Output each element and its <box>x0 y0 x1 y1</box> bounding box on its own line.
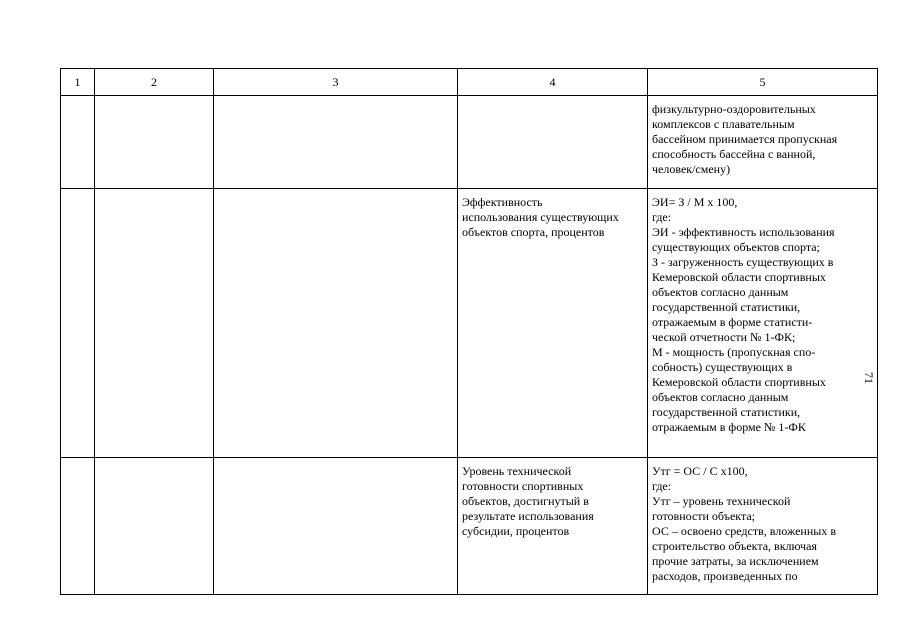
column-header-2: 2 <box>95 69 214 96</box>
text-line: ЭИ= З / М х 100, <box>652 195 738 209</box>
text-line: Утг – уровень технической <box>652 494 791 508</box>
cell-col3 <box>214 189 458 458</box>
text-line: ОС – освоено средств, вложенных в <box>652 524 836 538</box>
text-line: бассейном принимается пропускная <box>652 132 838 146</box>
page-number: 71 <box>862 372 876 384</box>
method-text <box>648 96 877 181</box>
method-cell <box>648 189 878 458</box>
cell-col3 <box>214 96 458 189</box>
document-table <box>60 68 878 595</box>
method-cell <box>648 96 878 189</box>
text-line: физкультурно-оздоровительных <box>652 102 816 116</box>
text-line: существующих объектов спорта; <box>652 240 820 254</box>
text-line: комплексов с плавательным <box>652 117 795 131</box>
text-line: объектов, достигнутый в <box>462 494 589 508</box>
cell-col1 <box>61 96 95 189</box>
text-line: собность) существующих в <box>652 360 793 374</box>
text-line: Уровень технической <box>462 464 572 478</box>
text-line: использования существующих <box>462 210 619 224</box>
table-row <box>61 96 878 189</box>
text-line: ческой отчетности № 1-ФК; <box>652 330 796 344</box>
text-line: человек/смену) <box>652 162 731 176</box>
table-row <box>61 458 878 595</box>
method-cell <box>648 458 878 595</box>
indicator-cell <box>458 189 648 458</box>
column-header-3: 3 <box>214 69 458 96</box>
text-line: отражаемым в форме № 1-ФК <box>652 420 806 434</box>
text-line: М - мощность (пропускная спо- <box>652 345 816 359</box>
indicator-text <box>458 458 647 543</box>
cell-col1 <box>61 189 95 458</box>
text-line: объектов спорта, процентов <box>462 225 605 239</box>
indicator-cell <box>458 96 648 189</box>
method-text <box>648 458 877 588</box>
text-line: готовности спортивных <box>462 479 584 493</box>
column-header-1: 1 <box>61 69 95 96</box>
text-line: прочие затраты, за исключением <box>652 554 819 568</box>
text-line: государственной статистики, <box>652 405 801 419</box>
column-header-5: 5 <box>648 69 878 96</box>
method-text <box>648 189 877 439</box>
text-line: Эффективность <box>462 195 543 209</box>
text-line: отражаемым в форме статисти- <box>652 315 813 329</box>
text-line: расходов, произведенных по <box>652 569 798 583</box>
text-line: результате использования <box>462 509 594 523</box>
text-line: объектов согласно данным <box>652 390 789 404</box>
text-line: способность бассейна с ванной, <box>652 147 816 161</box>
text-line: Утг = ОС / С х100, <box>652 464 748 478</box>
text-line: строительство объекта, включая <box>652 539 817 553</box>
cell-col2 <box>95 96 214 189</box>
text-line: где: <box>652 210 672 224</box>
text-line: субсидии, процентов <box>462 524 570 538</box>
column-header-4: 4 <box>458 69 648 96</box>
text-line: где: <box>652 479 672 493</box>
cell-col1 <box>61 458 95 595</box>
cell-col3 <box>214 458 458 595</box>
cell-col2 <box>95 189 214 458</box>
indicator-cell <box>458 458 648 595</box>
text-line: готовности объекта; <box>652 509 755 523</box>
text-line: З - загруженность существующих в <box>652 255 834 269</box>
text-line: Кемеровской области спортивных <box>652 270 826 284</box>
indicator-text <box>458 189 647 244</box>
text-line: государственной статистики, <box>652 300 801 314</box>
text-line: объектов согласно данным <box>652 285 789 299</box>
text-line: Кемеровской области спортивных <box>652 375 826 389</box>
table-row <box>61 189 878 458</box>
table-header-row <box>61 69 878 96</box>
text-line: ЭИ - эффективность использования <box>652 225 835 239</box>
cell-col2 <box>95 458 214 595</box>
